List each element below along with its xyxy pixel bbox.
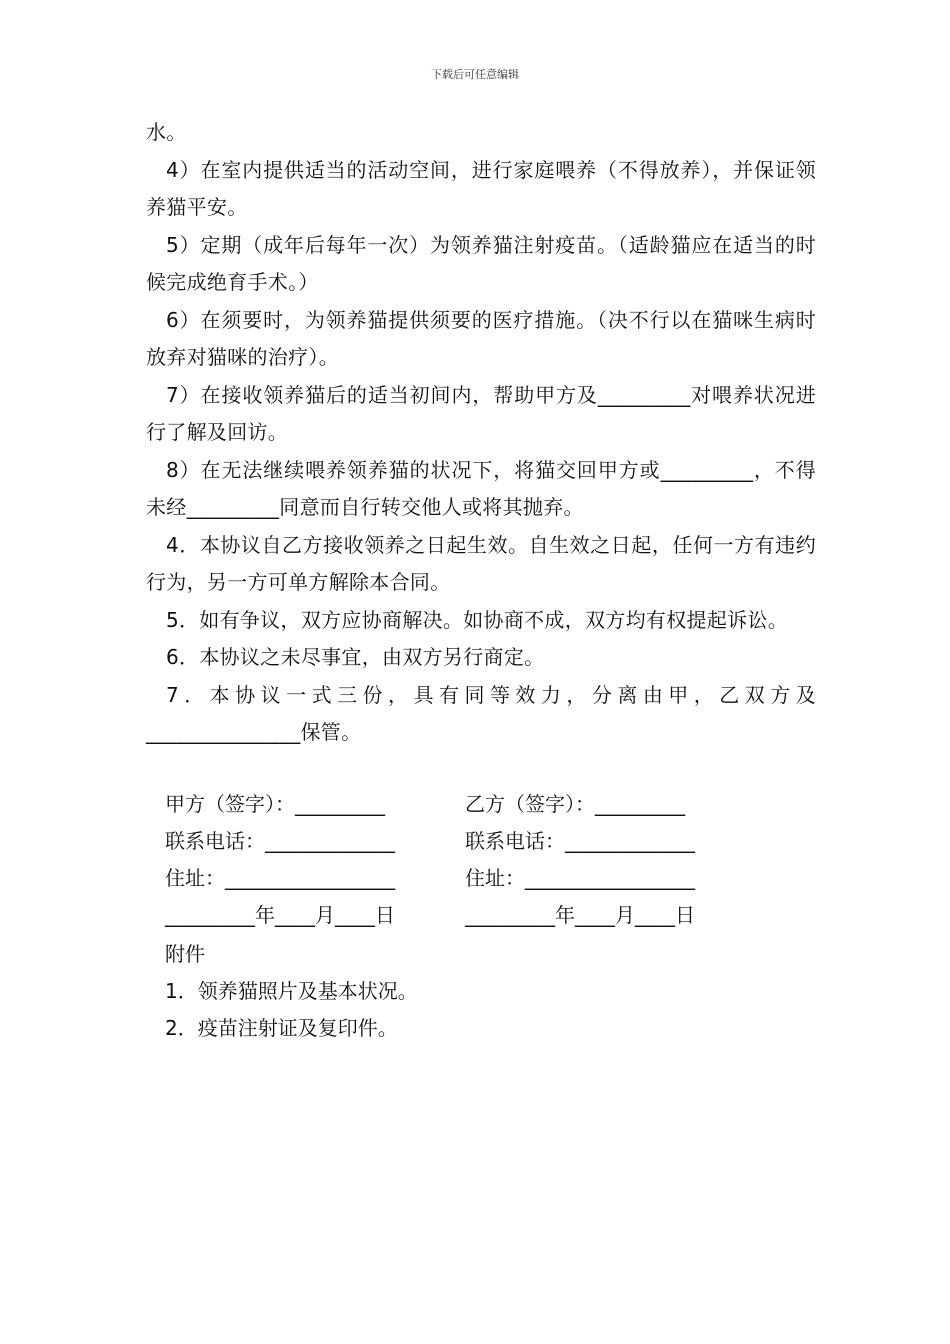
clause-7-follow-up: 7）在接收领养猫后的适当初间内，帮助甲方及_________对喂养状况进行了解及回访。 bbox=[146, 382, 816, 444]
signature-row bbox=[165, 786, 765, 823]
article-6-other-matters: 6．本协议之未尽事宜，由双方另行商定。 bbox=[166, 645, 545, 669]
signature-block bbox=[165, 786, 765, 934]
clause-4-activity-space: 4）在室内提供适当的活动空间，进行家庭喂养（不得放养），并保证领养猫平安。 bbox=[146, 157, 816, 219]
clause-8-return-cat: 8）在无法继续喂养领养猫的状况下，将猫交回甲方或_________，不得未经_________同意而自行转交他人或将其抛弃。 bbox=[146, 457, 816, 519]
attachment-item: 2．疫苗注射证及复印件。 bbox=[165, 1016, 398, 1040]
date-row bbox=[165, 897, 765, 934]
phone-row bbox=[165, 823, 765, 860]
clause-6-medical-care: 6）在须要时，为领养猫提供须要的医疗措施。（决不行以在猫咪生病时放弃对猫咪的治疗）。 bbox=[146, 307, 816, 369]
attachment-item: 1．领养猫照片及基本状况。 bbox=[165, 979, 418, 1003]
party-b-address: 住址：_________________ bbox=[465, 866, 695, 890]
clause-5-vaccination: 5）定期（成年后每年一次）为领养猫注射疫苗。（适龄猫应在适当的时候完成绝育手术。） bbox=[146, 232, 816, 294]
address-row bbox=[165, 860, 765, 897]
party-b-signature: 乙方（签字）：_________ bbox=[465, 792, 685, 816]
party-b-phone: 联系电话：_____________ bbox=[465, 829, 695, 853]
article-4-effective: 4．本协议自乙方接收领养之日起生效。自生效之日起，任何一方有违约行为，另一方可单方解除本合同。 bbox=[146, 532, 816, 594]
article-7-copies: 7．本协议一式三份，具有同等效力，分离由甲，乙双方及_______________保管。 bbox=[146, 682, 816, 744]
page-header: 下载后可任意编辑 bbox=[431, 68, 519, 81]
attachments-section bbox=[165, 936, 765, 1047]
party-a-address: 住址：_________________ bbox=[165, 866, 395, 890]
attachments-title: 附件 bbox=[165, 942, 205, 966]
article-5-dispute: 5．如有争议，双方应协商解决。如协商不成，双方均有权提起诉讼。 bbox=[166, 607, 789, 632]
party-a-phone: 联系电话：_____________ bbox=[165, 829, 395, 853]
paragraph-continuation: 水。 bbox=[146, 120, 187, 144]
agreement-body bbox=[146, 114, 816, 752]
party-a-date: _________年____月____日 bbox=[165, 903, 395, 927]
party-b-date: _________年____月____日 bbox=[465, 903, 695, 927]
party-a-signature: 甲方（签字）：_________ bbox=[165, 792, 385, 816]
